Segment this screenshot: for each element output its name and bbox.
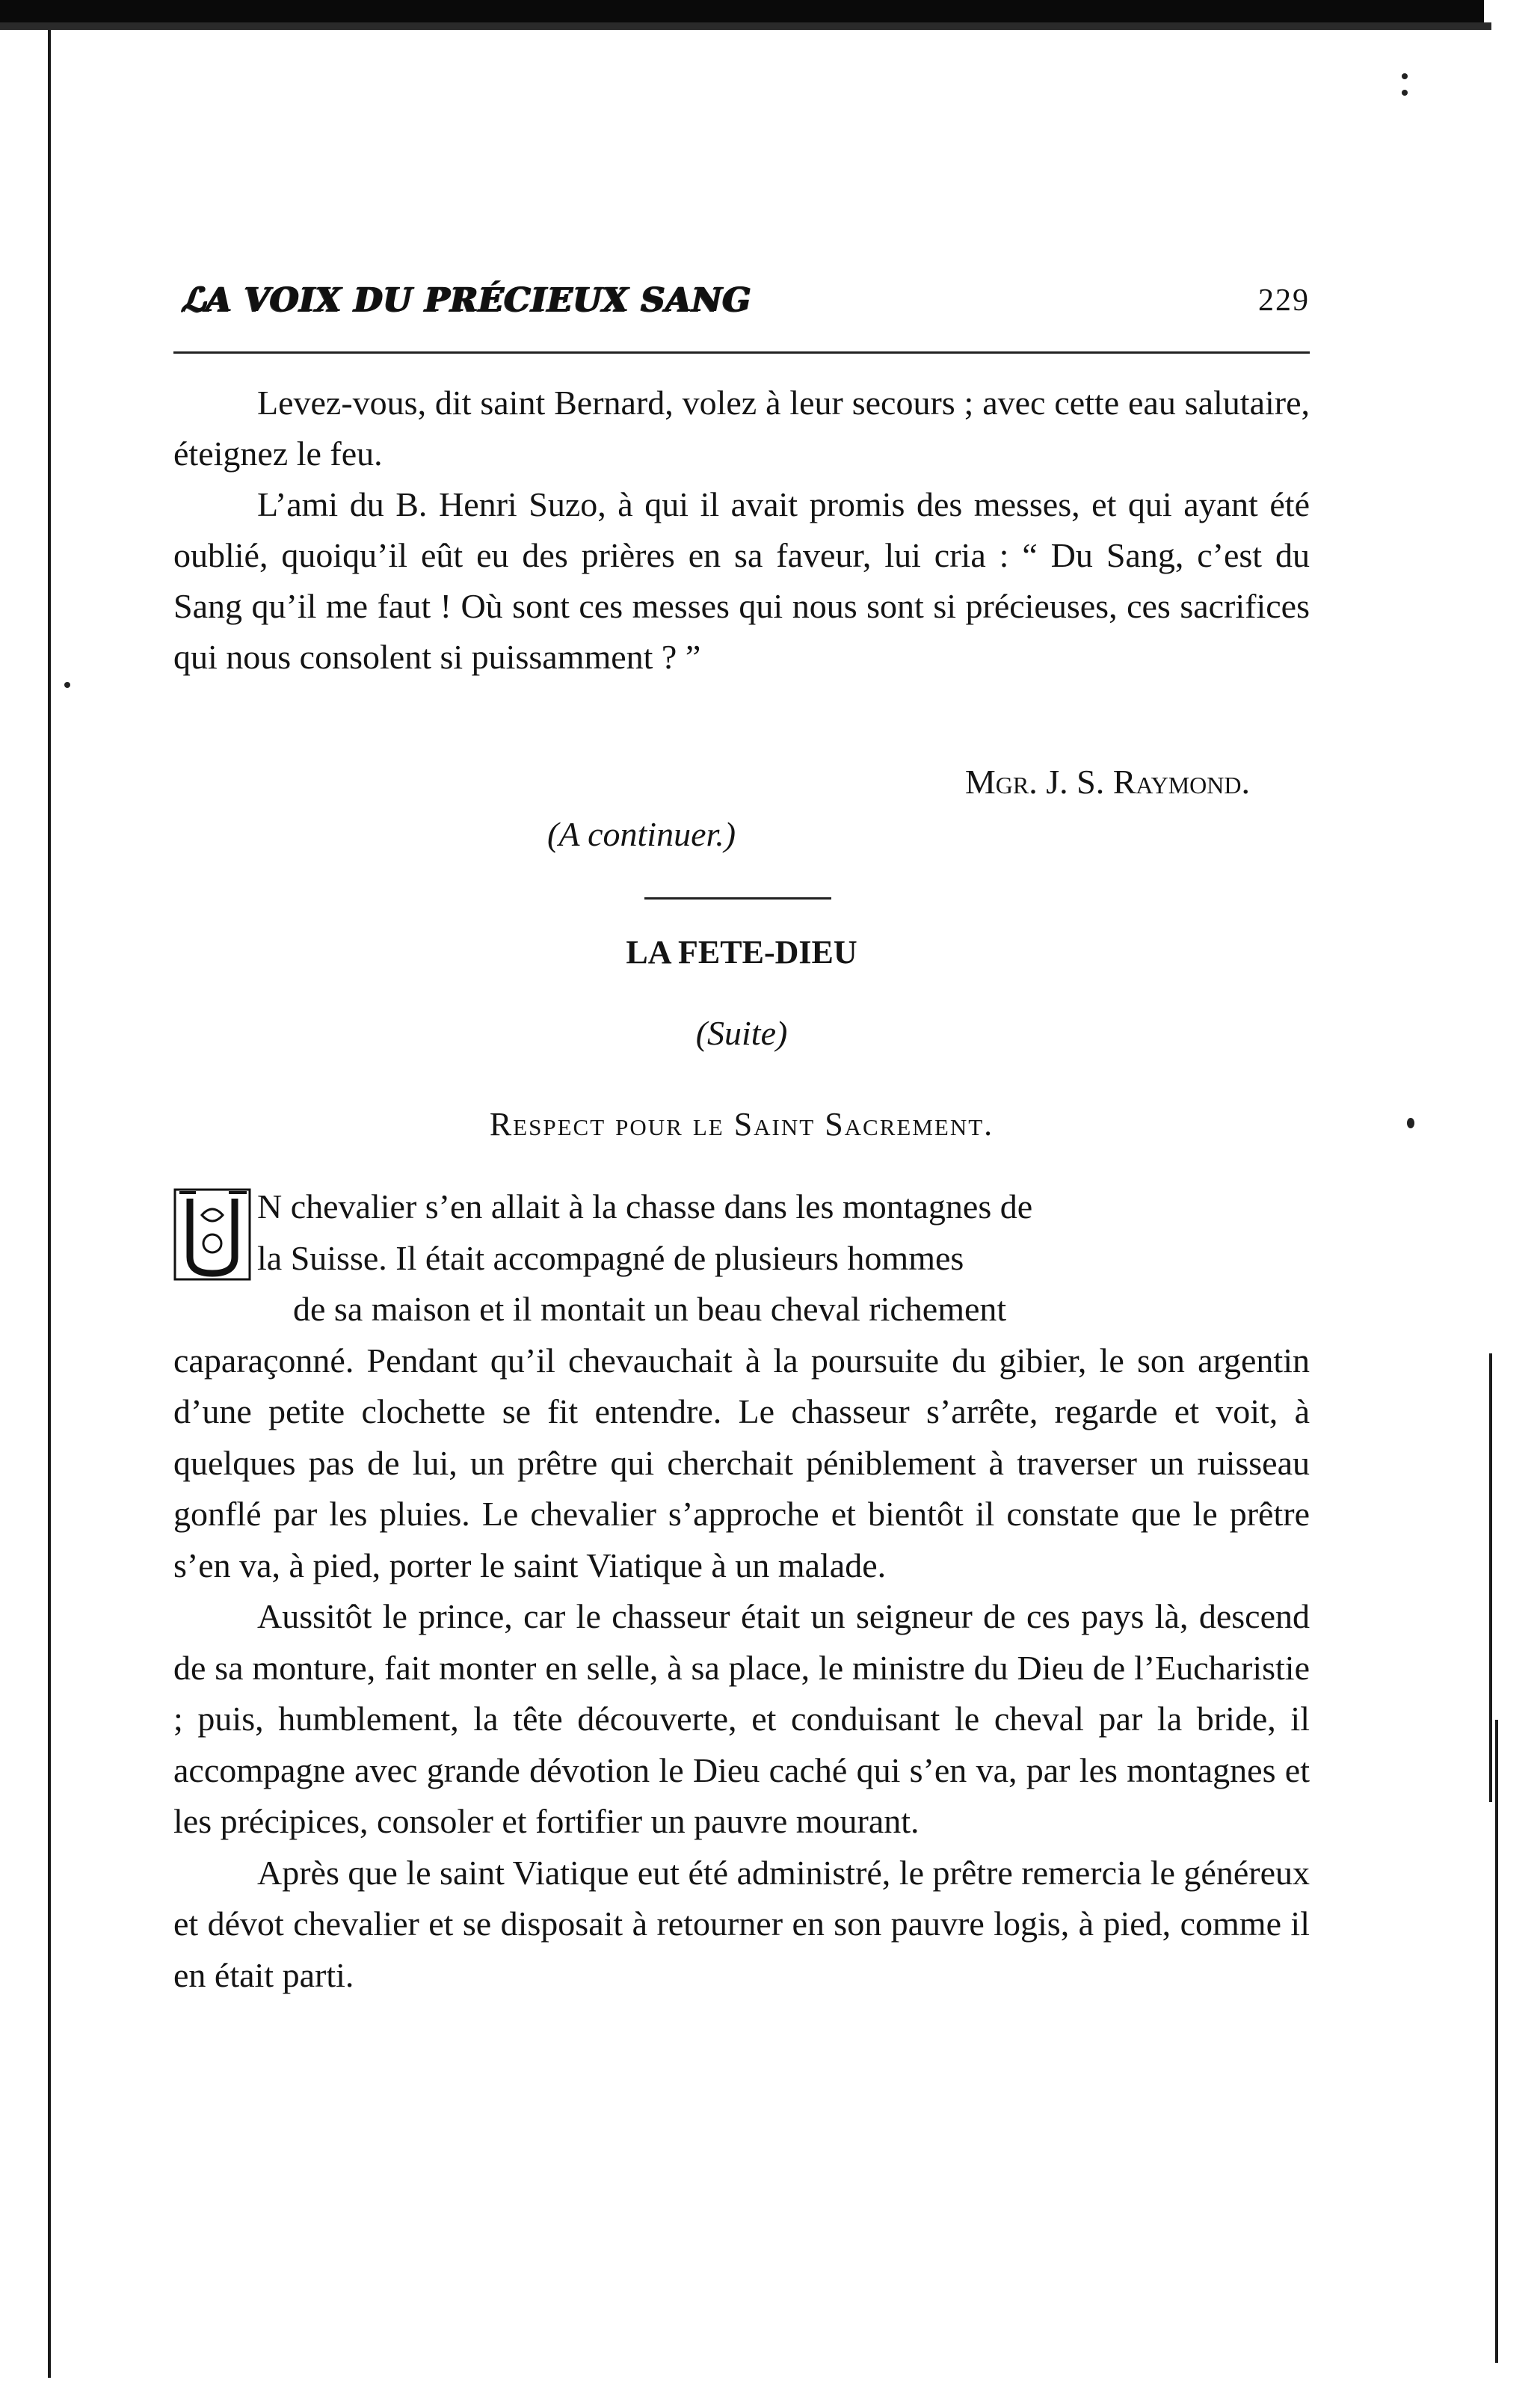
running-header [173,278,1310,323]
intro-text [173,378,1310,683]
scan-right-edge [1495,1720,1498,2363]
story-paragraph: caparaçonné. Pendant qu’il chevauchait à la poursuite du gibier, le son argentin d’une petite clochette se fit entendre. Le chasseur s’arrête, regarde et voit, à quelques pas de lui, un prêtre qui cherchait péniblement à traverser un ruisseau gonflé par les pluies. Le chevalier s’approche et bientôt il constate que le prêtre s’en va, à pied, porter le saint Viatique à un malade. [173,1341,1310,1584]
running-title: ℒA VOIX DU PRÉCIEUX SANG [181,281,751,319]
scan-top-border-shadow [0,22,1491,30]
article-title: LA FETE-DIEU [626,934,857,971]
page-number: 229 [1258,283,1310,318]
article-heading: Respect pour le Saint Sacrement. [489,1106,994,1143]
scan-speck [1407,1118,1414,1128]
article-subtitle: (Suite) [695,1014,788,1052]
scan-speck [64,682,70,688]
author-signature: Mgr. J. S. Raymond. [964,763,1250,801]
scan-right-edge [1489,1353,1492,1802]
story-line: la Suisse. Il était accompagné de plusieurs hommes [257,1238,964,1277]
intro-paragraph: Levez-vous, dit saint Bernard, volez à leur secours ; avec cette eau salutaire, éteignez le feu. [173,384,1310,473]
continued-note: (A continuer.) [547,815,736,853]
scan-speck [1402,73,1408,79]
article-body [173,1181,1310,2001]
scan-top-border [0,0,1484,22]
scan-left-edge [48,30,51,2378]
header-rule [173,351,1310,354]
story-paragraph: Après que le saint Viatique eut été administré, le prêtre remercia le généreux et dévot chevalier et se disposait à retourner en son pauvre logis, à pied, comme il en était parti. [173,1853,1310,1994]
story-line: de sa maison et il montait un beau cheval richement [293,1290,1007,1328]
scan-speck [1402,90,1408,96]
story-paragraph: Aussitôt le prince, car le chasseur était un seigneur de ces pays là, descend de sa monture, fait monter en selle, à sa place, le ministre du Dieu de l’Eucharistie ; puis, humblement, la tête découverte, et conduisant le cheval par la bride, il accompagne avec grande dévotion le Dieu caché qui s’en va, par les montagnes et les précipices, consoler et fortifier un pauvre mourant. [173,1597,1310,1840]
story-line: N chevalier s’en allait à la chasse dans les montagnes de [257,1187,1033,1226]
section-divider [644,897,831,900]
intro-paragraph: L’ami du B. Henri Suzo, à qui il avait promis des messes, et qui ayant été oublié, quoiqu’il eût eu des prières en sa faveur, lui cria : “ Du Sang, c’est du Sang qu’il me faut ! Où sont ces messes qui nous sont si précieuses, ces sacrifices qui nous consolent si puissamment ? ” [173,485,1310,676]
